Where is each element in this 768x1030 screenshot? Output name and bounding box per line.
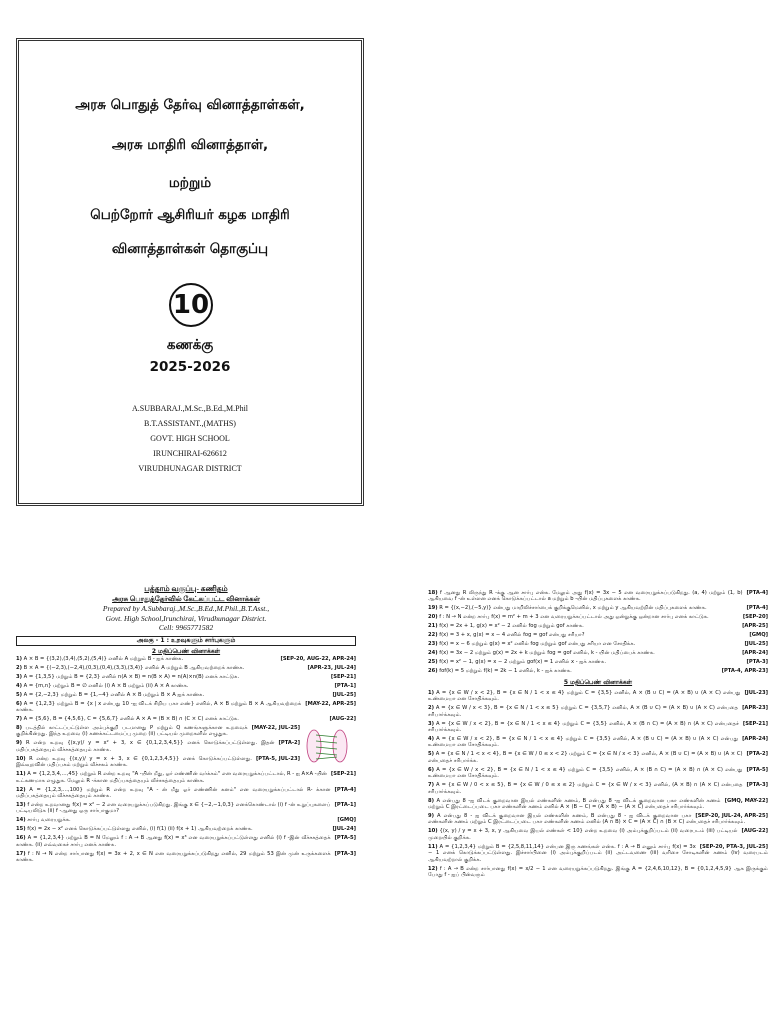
question-text: A = {x ∈ W / x < 2}, B = {x ∈ N / 1 < x ≤ 4} மற்றும் C = {3,5} எனில், A × (B ∩ C) = (A × B) ∩ (A × C) என்பது உண்மையா என சோதிக்கவும். (428, 766, 743, 780)
question-item (428, 844, 768, 863)
question-text: f(x) = 2x + 1, g(x) = x² − 2 எனில் fog மற்றும் gof காண்க. (439, 623, 584, 630)
exam-tag: [SEP-21] (330, 771, 356, 778)
question-number: 18) (428, 590, 438, 596)
question-text: A × B = {(3,2),(3,4),(5,2),(5,4)} எனில் A மற்றும் B - ஐக் காண்க. (23, 655, 184, 662)
question-item (16, 851, 356, 864)
question-text: f : N → N என்ற சார்பானது f(x) = 3x + 2, x ∈ N என வரையறுக்கப்படுகிறது எனில், 29 மற்றும் 53 இன் முன் உருக்களைக் காண்க. (16, 850, 331, 864)
exam-tag: [APR-24] (742, 650, 768, 657)
cover-page (16, 38, 364, 506)
question-number: 1) (428, 689, 434, 696)
question-number: 4) (16, 682, 22, 689)
exam-tag: [PTA-1] (334, 801, 356, 808)
question-number: 15) (16, 826, 26, 833)
question-text: f(x) = 3x − 2 மற்றும் g(x) = 2x + k மற்றும் fog = gof எனில், k - யின் மதிப்பைக் காண்க. (439, 650, 655, 657)
question-text: A = {x ∈ W / x < 2}, B = {x ∈ N / 1 < x ≤ 4} மற்றும் C = {3,5} எனில், A × (B ∪ C) = (A × B) ∪ (A × C) என்பது உண்மையா என சோதிக்கவும். (428, 736, 739, 749)
cover-year: 2025-2026 (149, 359, 231, 375)
question-number: 6) (428, 766, 434, 773)
question-item (428, 751, 768, 764)
question-item (428, 659, 768, 665)
exam-tag: [MAY-22, APR-25] (305, 700, 356, 707)
exam-line: அரசு பொதுத்தேர்வில் கேட்கப்பட்ட வினாக்கள் (112, 595, 260, 603)
question-page-left (16, 584, 356, 1024)
question-number: 16) (16, 835, 26, 842)
question-number: 4) (428, 736, 434, 743)
exam-tag: [JUL-25] (744, 641, 768, 648)
exam-tag: [PTA-5, JUL-23] (255, 755, 300, 762)
question-text: {(x, y) / y = x + 3, x, y ஆகியவை இயல் எண்கள் < 10} என்ற உறவை (i) அம்புக்குறிப்படம் (ii) வரைபடம் (iii) பட்டியல் முறையில் குறிக்க. (428, 828, 738, 841)
author-line: B.T.ASSISTANT.,(MATHS) (144, 419, 236, 428)
set-p-ellipse (307, 730, 321, 762)
exam-tag: [PTA-5] (334, 835, 356, 842)
question-item (428, 813, 768, 826)
question-text: A = {1,2,3,4} மற்றும் B = {2,5,8,11,14} என்பன இரு கணங்கள் என்க. f : A → B எனும் சார்பு f(x) = 3x − 1 எனக் கொடுக்கப்பட்டுள்ளது. இச்சார்பினை (i) அம்புக்குறிப்படம் (ii) அட்டவணை (iii) வரிசை சோடிகளின் கணம் (iv) வரைபடம் ஆகியவற்றால் குறிக்க. (428, 843, 768, 863)
question-number: 22) (428, 632, 438, 639)
question-number: 20) (428, 614, 438, 621)
exam-tag: [PTA-4] (334, 786, 356, 793)
exam-tag: [PTA-2] (278, 740, 300, 747)
exam-tag: [APR-25] (742, 623, 768, 630)
page-header (16, 584, 356, 633)
question-item (16, 787, 356, 800)
question-item (16, 835, 356, 848)
question-item (16, 656, 356, 662)
question-number: 1) (16, 655, 22, 662)
class-number-circle: 10 (169, 283, 213, 327)
exam-tag: [SEP-21] (330, 673, 356, 680)
question-number: 5) (428, 751, 434, 758)
question-number: 9) (16, 740, 22, 747)
question-number: 13) (16, 801, 26, 808)
exam-tag: [APR-23, JUL-24] (307, 664, 356, 671)
question-number: 11) (428, 843, 438, 850)
question-text: f(x) = x² − 1, g(x) = x − 2 மற்றும் gof(x) = 1 எனில் x - ஐக் காண்க. (439, 659, 606, 666)
exam-tag: [GMQ] (337, 817, 356, 824)
question-item (428, 590, 768, 603)
question-item (16, 701, 356, 714)
cover-title-line-1: அரசு பொதுத் தேர்வு வினாத்தாள்கள், (75, 97, 305, 113)
question-item (428, 782, 768, 795)
question-text: A = {x ∈ W / 0 < x ≤ 5}, B = {x ∈ W / 0 ≤ x ≤ 2} மற்றும் C = {x ∈ W / x < 3} எனில், (A × B) ∩ (A × C) என்பதை சரிபார்க்கவும். (428, 782, 743, 795)
question-text: R என்ற உறவு {(x,y)/ y = x + 3, x ∈ {0,1,2,3,4,5}} எனக் கொடுக்கப்பட்டுள்ளது. இவ்வுறவின் மதிப்பகம் மற்றும் வீச்சகம் காண்க. (16, 755, 252, 769)
question-text: f : N → N என்ற சார்பு f(x) = m² + m + 3 என வரையறுக்கப்பட்டால் அது ஒன்றுக்கு ஒன்றான சார்பு எனக் காட்டுக. (439, 614, 709, 621)
question-item (16, 665, 356, 671)
question-item (428, 614, 768, 620)
exam-tag: [PTA-1] (334, 682, 356, 689)
question-number: 10) (428, 828, 438, 835)
cover-subject: கணக்கு (166, 337, 214, 353)
exam-tag: [JUL-24] (332, 826, 356, 833)
exam-tag: [MAY-22, JUL-25] (251, 724, 300, 731)
question-text: சார்பு வரையறுக்க. (27, 817, 71, 824)
question-item (428, 668, 768, 674)
exam-tag: [PTA-5] (746, 766, 768, 773)
author-line: GOVT. HIGH SCHOOL (150, 434, 230, 443)
question-text: A = {1,2,3,4} மற்றும் B = N மேலும் f : A → B ஆனது f(x) = x³ என வரையறுக்கப்பட்டுள்ளது எனில் (i) f -இன் வீச்சகத்தைக் காண்க. (ii) எவ்வகைச் சார்பு எனக் காண்க. (16, 835, 331, 848)
exam-tag: [SEP-20, PTA-3, JUL-25] (699, 843, 768, 850)
exam-tag: [PTA-3] (334, 850, 356, 857)
author-line: VIRUDHUNAGAR DISTRICT (138, 464, 242, 473)
question-page-right (428, 590, 768, 1030)
question-number: 26) (428, 668, 438, 675)
question-text: f(x) = 2x − x² எனக் கொடுக்கப்பட்டுள்ளது எனில், (i) f(1) (ii) f(x + 1) ஆகியவற்றைக் காண்க. (27, 826, 253, 833)
exam-tag: [PTA-4] (746, 590, 768, 596)
question-text: B × A = {(−2,3),(−2,4),(0,3),(0,4),(3,3),(3,4)} எனில் A மற்றும் B ஆகியவற்றைக் காண்க. (23, 664, 245, 671)
question-item (428, 721, 768, 734)
exam-tag: [PTA-2] (746, 751, 768, 758)
question-number: 12) (16, 786, 26, 793)
question-text: A என்பது 8 -ஐ விடக் குறைவான இயல் எண்களின் கணம், B என்பது 8 -ஐ விடக் குறைவான பகா எண்களின் கணம் மற்றும் C இரட்டைப்படை பகா எண்களின் கணம் எனில் A × (B − C) = (A × B) − (A × C) என்பதைச் சரிபார்க்கவும். (428, 797, 721, 811)
question-list-right-top (428, 590, 768, 675)
exam-tag: [GMQ] (749, 632, 768, 639)
question-item (428, 705, 768, 718)
question-item (428, 828, 768, 841)
question-text: A = {1,2,3,4,…,45} மற்றும் R என்ற உறவு "A -யின் மீது, ஓர் எண்ணின் வர்க்கம்" என வரையறுக்கப்பட்டால், R - ஐ A×A -யின் உட்கணமாக எழுதுக. மேலும் R -க்கான மதிப்பகத்தையும் வீச்சகத்தையும் காண்க. (16, 771, 327, 784)
question-number: 9) (428, 813, 434, 820)
question-number: 24) (428, 650, 438, 657)
exam-tag: [SEP-20, JUL-24, APR-25] (695, 813, 768, 820)
question-item (16, 725, 356, 738)
question-text: f : A → B என்ற சார்பானது f(x) = x/2 − 1 என வரையறுக்கப்படுகிறது. இங்கு A = {2,4,6,10,12}, B = {0,1,2,4,5,9} ஆக இருக்கும் போது f - ஐப் பின்வரும் (428, 865, 768, 879)
question-text: fof(k) = 5 மற்றும் f(k) = 2k − 1 எனில், k - ஐக் காண்க. (439, 668, 572, 675)
question-text: f என்ற உறவானது f(x) = x² − 2 என வரையறுக்கப்படுகிறது. இங்கு x ∈ {−2,−1,0,3} எனக்கொண்டால் (i) f -ன் உறுப்புகளைப் பட்டியலிடுக (ii) f -ஆனது ஒரு சார்பாகுமா? (16, 801, 331, 815)
question-text: படத்தில் காட்டப்பட்டுள்ள அம்புக்குறி படமானது P மற்றும் Q கணங்களுக்கான உறவைக் குறிக்கின்றது. இந்த உறவை (i) கணக்கட்டமைப்பு முறை (ii) பட்டியல் முறைகளில் எழுதுக. (16, 724, 248, 738)
question-text: A = {m,n} மற்றும் B = ∅ எனில் (i) A × B மற்றும் (ii) A × A காண்க. (23, 682, 189, 689)
question-number: 7) (428, 782, 434, 789)
cover-title-line-4: பெற்றோர் ஆசிரியர் கழக மாதிரி (90, 207, 290, 223)
question-item (428, 866, 768, 879)
exam-tag: [AUG-22] (741, 828, 768, 835)
question-item (428, 641, 768, 647)
question-text: A = {x ∈ W / x < 2}, B = {x ∈ N / 1 < x ≤ 4} மற்றும் C = {3,5} எனில், A × (B ∩ C) = (A × B) ∩ (A × C) என்பதைச் சரிபார்க்கவும். (428, 720, 739, 734)
class-line: பத்தாம் வகுப்பு- கணிதம் (144, 584, 228, 593)
question-list-right-bottom (428, 690, 768, 879)
question-item (16, 817, 356, 823)
prepared-by: Prepared by A.Subbaraj.,M.Sc.,B.Ed.,M.Phil.,B.T.Asst., (102, 604, 270, 613)
question-text: A = {x ∈ N / 1 < x < 4}, B = {x ∈ W / 0 ≤ x < 2} மற்றும் C = {x ∈ N / x < 3} எனில், A × (B ∪ C) = (A × B) ∪ (A × C) என்பதைச் சரிபார்க்க. (428, 751, 743, 764)
question-text: A = {x ∈ W / x < 2}, B = {x ∈ N / 1 < x ≤ 4} மற்றும் C = {3,5} எனில், A × (B ∪ C) = (A × B) ∪ (A × C) என்பது உண்மையா என சோதிக்கவும். (428, 689, 741, 703)
exam-tag: [SEP-21] (742, 720, 768, 727)
question-text: f ஆனது R லிருந்து R -க்கு ஆன சார்பு என்க. மேலும் அது f(x) = 3x − 5 என வரையறுக்கப்படுகிறது. (a, 4) மற்றும் (1, b) ஆகியவை f -ன் உள்ளன எனக் கொடுக்கப்பட்டால் a மற்றும் b -யின் மதிப்புகளைக் காண்க. (428, 590, 743, 603)
question-number: 5) (16, 691, 22, 698)
question-number: 2) (16, 664, 22, 671)
exam-tag: [PTA-4, APR-23] (721, 668, 768, 675)
question-text: R = {(x,−2),(−5,y)} என்பது மாறிலிச்சார்பைக் குறிக்குமெனில், x மற்றும் y ஆகியவற்றின் மதிப்புகளைக் காண்க. (439, 605, 707, 612)
cover-title-line-2: அரசு மாதிரி வினாத்தாள், (111, 137, 269, 153)
question-text: A = {1,2,3,…,100} மற்றும் R என்ற உறவு "A - ன் மீது ஓர் எண்ணின் கனம்" என வரையறுக்கப்பட்டால் R- க்கான மதிப்பகத்தையும் வீச்சகத்தையும் காண்க. (16, 786, 331, 799)
question-number: 23) (428, 641, 438, 648)
question-text: f(x) = x − 6 மற்றும் g(x) = x² எனில் fog மற்றும் gof என்பது சரியா என சோதிக்க. (439, 641, 636, 648)
question-item (428, 798, 768, 811)
question-item (16, 771, 356, 784)
question-item (16, 716, 356, 722)
question-item (428, 632, 768, 638)
author-line: IRUNCHIRAI-626612 (153, 449, 227, 458)
question-number: 14) (16, 817, 26, 824)
question-text: A = {2,−2,3} மற்றும் B = {1,−4} எனில் A × B மற்றும் B × A ஐக் காண்க. (23, 691, 205, 698)
exam-tag: [JUL-23] (744, 689, 768, 696)
author-line: A.SUBBARAJ.,M.Sc.,B.Ed.,M.Phil (131, 404, 249, 413)
exam-tag: [GMQ, MAY-22] (724, 797, 768, 804)
question-item (16, 674, 356, 680)
question-number: 17) (16, 850, 26, 857)
question-number: 19) (428, 605, 438, 612)
question-number: 6) (16, 700, 22, 707)
question-item (16, 692, 356, 698)
question-item (428, 767, 768, 780)
unit-title-box: அலகு - 1 : உறவுகளும் சார்புகளும் (16, 636, 356, 646)
question-number: 21) (428, 623, 438, 630)
question-item (428, 690, 768, 703)
exam-tag: [APR-23] (742, 705, 768, 712)
arrow-diagram-p-q (304, 725, 350, 765)
cover-title-line-5: வினாத்தாள்கள் தொகுப்பு (111, 241, 269, 257)
exam-tag: [AUG-22] (329, 715, 356, 722)
question-text: A என்பது 8 - ஐ விடக் குறைவான இயல் எண்களின் கணம், B என்பது 8 - ஐ விடக் குறைவான பகா எண்களின் கணம் மற்றும் C இரட்டைப்படை பகா எண்களின் கணம் எனில் (A ∩ B) × C = (A × C) ∩ (B × C) என்பதைச் சரிபார்க்கவும். (428, 813, 746, 826)
question-text: f(x) = 3 + x, g(x) = x − 4 எனில் fog = gof என்பது சரியா? (439, 632, 585, 639)
question-number: 8) (16, 724, 22, 731)
question-item (16, 802, 356, 815)
question-number: 2) (428, 705, 434, 712)
question-number: 12) (428, 865, 438, 872)
question-item (428, 736, 768, 749)
cell-line: Cell: 9965771582 (158, 623, 214, 632)
question-text: A = {x ∈ W / x < 3}, B = {x ∈ N / 1 < x ≤ 5} மற்றும் C = {3,5,7} எனில், A × (B ∪ C) = (A × B) ∪ (A × C) என்பதை சரிபார்க்கவும். (428, 705, 739, 718)
exam-tag: [PTA-3] (746, 782, 768, 789)
cover-author-block (19, 401, 361, 476)
exam-tag: [SEP-20, AUG-22, APR-24] (280, 655, 356, 662)
question-item (428, 605, 768, 611)
question-text: A = {5,6}, B = {4,5,6}, C = {5,6,7} எனில் A × A = (B × B) ∩ (C × C) எனக் காட்டுக. (23, 715, 239, 722)
question-item (16, 826, 356, 832)
exam-tag: [PTA-4] (746, 605, 768, 612)
question-number: 7) (16, 715, 22, 722)
question-list-left (16, 656, 356, 864)
school-line: Govt. High School,Irunchirai, Virudhunagar District. (105, 613, 267, 623)
exam-tag: [APR-24] (742, 736, 768, 743)
question-item (428, 650, 768, 656)
question-number: 10) (16, 755, 26, 762)
exam-tag: [JUL-25] (332, 691, 356, 698)
section-title-2-marks: 2 மதிப்பெண் வினாக்கள் (151, 647, 221, 655)
exam-tag: [SEP-20] (742, 614, 768, 621)
cover-title-line-3: மற்றும் (168, 175, 212, 191)
question-number: 25) (428, 659, 438, 666)
question-number: 3) (16, 673, 22, 680)
exam-tag: [PTA-3] (746, 659, 768, 666)
question-text: R என்ற உறவு {(x,y)/ y = x² + 3, x ∈ {0,1,2,3,4,5}} எனக் கொடுக்கப்பட்டுள்ளது. இதன் மதிப்பகத்தையும் வீச்சகத்தையும் காண்க. (16, 740, 275, 753)
question-number: 8) (428, 797, 434, 804)
question-text: A = {1,2,3} மற்றும் B = {x | x என்பது 10 -ஐ விடக் சிறிய பகா எண்} எனில், A × B மற்றும் B × A ஆகியவற்றைக் காண்க. (16, 700, 302, 713)
question-number: 3) (428, 720, 434, 727)
question-text: A = {1,3,5} மற்றும் B = {2,3} எனில் n(A × B) = n(B × A) = n(A)×n(B) எனக் காட்டுக. (23, 673, 240, 680)
question-item (16, 683, 356, 689)
question-item (428, 623, 768, 629)
question-number: 11) (16, 771, 26, 778)
section-title-5-marks: 5 மதிப்பெண் வினாக்கள் (563, 678, 633, 686)
